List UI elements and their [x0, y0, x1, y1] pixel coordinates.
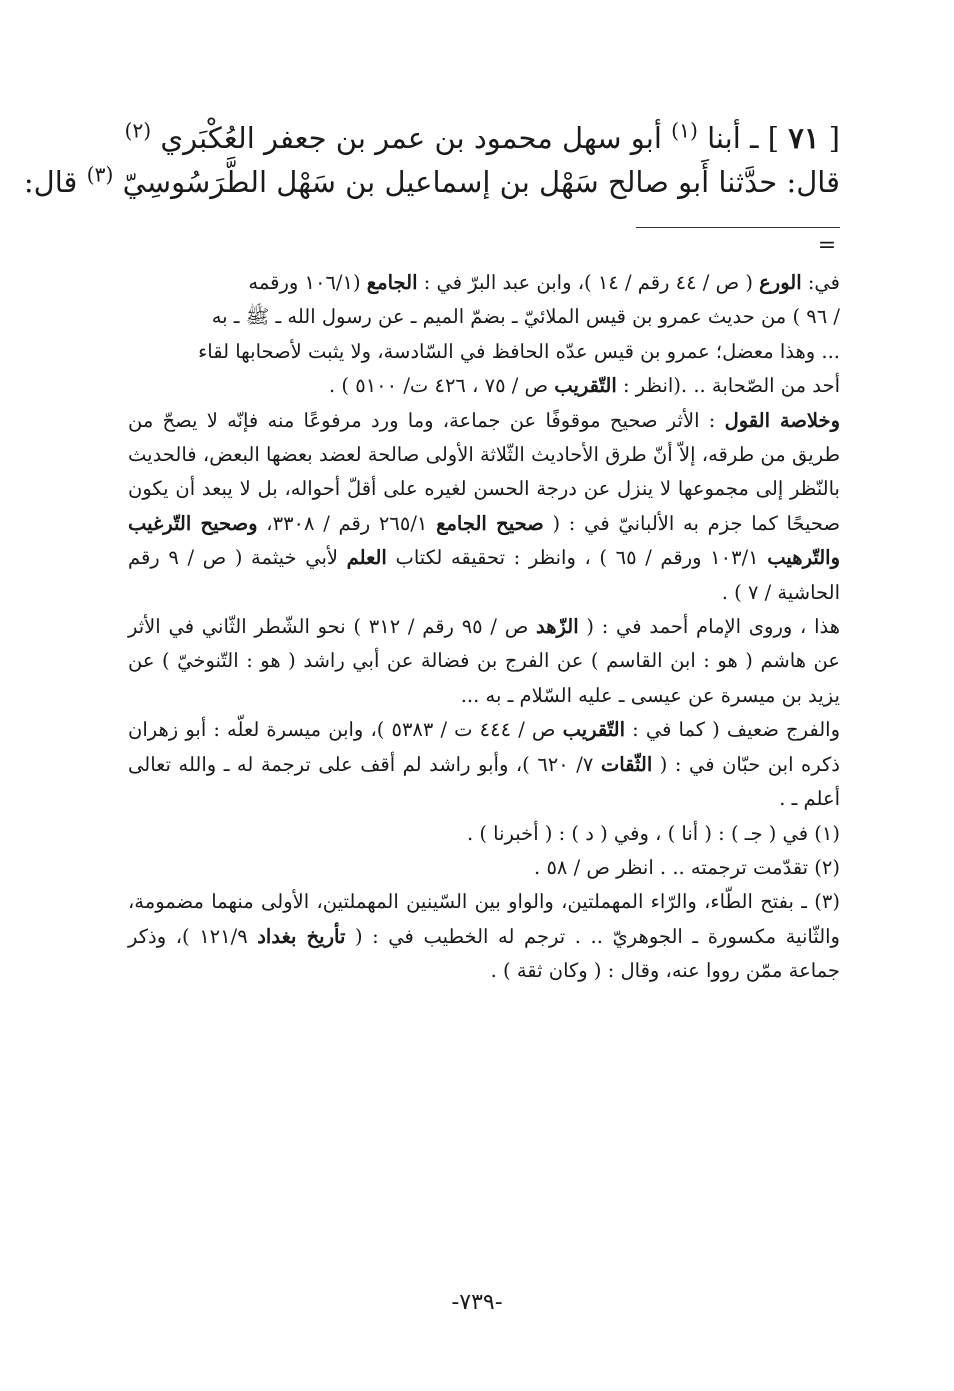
notes-intro-line-3 [128, 335, 840, 369]
footnote-separator [636, 227, 840, 228]
conclusion-p1: : الأثر صحيح موقوفًا عن جماعة، وما ورد مرفوعًا منه فإنّه لا يصحّ من طريق من طرقه، إلاّ أنّ طرق الأحاديث الثّلاثة الأولى صالحة لعضد بعضها البعض، فالحديث بالنّظر إلى مجموعها لا ينزل عن درجة الحسن لغيره على أقلّ أحواله، بل لا يبعد أن يكون صحيحًا كما جزم به الألبانيّ في : ( [128, 408, 841, 535]
entry-line-2-text: قال: حدَّثنا أَبو صالح سَهْل بن إسماعيل بن سَهْل الطَّرَسُوسِيّ [122, 165, 840, 199]
footnote-1-text: (١) في ( جـ ) : ( أنا ) ، وفي ( د ) : ( أخبرنا ) . [466, 821, 840, 845]
intro-4-post: ص / ٧٥ ، ٤٢٦ ت/ ٥١٠٠ ) . [329, 374, 555, 398]
hadha-p1: هذا ، وروى الإمام أحمد في : ( [578, 615, 841, 639]
intro-2-text: / ٩٦ ) من حديث عمرو بن قيس الملائيّ ـ بضمّ الميم ـ عن رسول الله ـ ﷺ ـ به [211, 305, 840, 329]
entry-line-1 [124, 116, 840, 160]
page-number: -٧٣٩- [451, 1290, 503, 1315]
faraj-p1: والفرج ضعيف ( كما في : [625, 718, 840, 742]
entry-line-2 [23, 160, 840, 204]
footnote-3-b1: تأريخ بغداد [257, 924, 346, 948]
entry-chain: أبو سهل محمود بن عمر بن جعفر العُكْبَري [160, 121, 662, 155]
intro-1-bold: الورع [759, 271, 802, 294]
footnote-ref-3: (٣) [86, 162, 114, 187]
entry-number: ٧١ [788, 121, 820, 155]
conclusion-p2: ٢٦٥/١ رقم / ٣٣٠٨، [257, 511, 437, 535]
footnote-2 [128, 851, 840, 885]
intro-1-bold2: الجامع [366, 271, 418, 294]
hadith-entry [23, 116, 840, 204]
intro-1-pre: في: [801, 271, 840, 294]
notes-section [128, 266, 840, 989]
hadha-b1: الزّهد [536, 615, 579, 639]
entry-bracket-close: ] [767, 121, 780, 155]
footnote-ref-1: (١) [671, 118, 698, 143]
faraj-b2: الثّقات [600, 752, 653, 776]
footnote-ref-2: (٢) [124, 118, 152, 143]
footnote-3-p1: (٣) ـ بفتح الطّاء، والرّاء المهملتين، والواو بين السّينين المهملتين، الأولى منهما مضمومة، والثّانية مكسورة ـ الجوهريّ .. . ترجم له الخطيب في : ( [128, 890, 840, 948]
intro-1-post2: (١٠٦/١ ورقمه [248, 271, 367, 294]
intro-4-bold: التّقريب [554, 374, 617, 398]
footnote-2-text: (٢) تقدّمت ترجمته .. . انظر ص / ٥٨ . [534, 855, 840, 879]
conclusion-p4: لأبي خيثمة ( ص / ٩ رقم الحاشية / ٧ ) . [128, 546, 840, 604]
conclusion-b2: وصحيح التّرغيب والتّرهيب [128, 511, 840, 570]
entry-bracket-open: [ [828, 121, 840, 155]
faraj-p2: ص / ٤٤٤ ت / ٥٣٨٣ )، وابن ميسرة لعلّه : أبو زهران ذكره ابن حبّان في : ( [128, 718, 840, 776]
notes-intro-line-2 [128, 300, 840, 334]
faraj-b1: التّقريب [562, 718, 626, 742]
footnote-3 [128, 885, 840, 988]
footnote-3-p2: ١٢١/٩ )، وذكر جماعة ممّن رووا عنه، وقال : ( وكان ثقة ) . [128, 924, 840, 983]
entry-line-2-end: قال: [23, 165, 78, 199]
continuation-marker: = [817, 233, 837, 258]
conclusion-label: وخلاصة القول [724, 408, 840, 432]
entry-dash: ـ [750, 121, 759, 155]
intro-3-text: ... وهذا معضل؛ عمرو بن قيس عدّه الحافظ في السّادسة، ولا يثبت لأصحابها لقاء [198, 339, 840, 363]
footnote-1 [128, 817, 840, 851]
notes-intro-line-4 [128, 369, 840, 403]
conclusion-b3: العلم [346, 546, 387, 570]
entry-anba: أبنا [707, 121, 741, 155]
conclusion-p3: ١٠٣/١ ورقم / ٦٥ ) ، وانظر : تحقيقه لكتاب [386, 546, 768, 570]
hadha-paragraph [128, 610, 840, 713]
hadha-p2: ص / ٩٥ رقم / ٣١٢ ) نحو الشّطر الثّاني في الأثر عن هاشم ( هو : ابن القاسم ) عن الفرج بن فضالة عن أبي راشد ( هو : التّنوخيّ ) عن يزيد بن ميسرة عن عيسى ـ عليه السّلام ـ به ... [128, 615, 840, 707]
faraj-p3: ٧/ ٦٢٠ )، وأبو راشد لم أقف على ترجمة له ـ والله تعالى أعلم ـ . [128, 752, 840, 811]
faraj-paragraph [128, 713, 840, 816]
intro-1-post: ( ص / ٤٤ رقم / ١٤ )، وابن عبد البرّ في : [417, 271, 760, 294]
conclusion-paragraph [128, 404, 840, 610]
intro-4-pre: أحد من الصّحابة .. .(انظر : [616, 374, 840, 398]
notes-intro-line-1 [128, 266, 840, 300]
conclusion-b1: صحيح الجامع [436, 511, 544, 535]
